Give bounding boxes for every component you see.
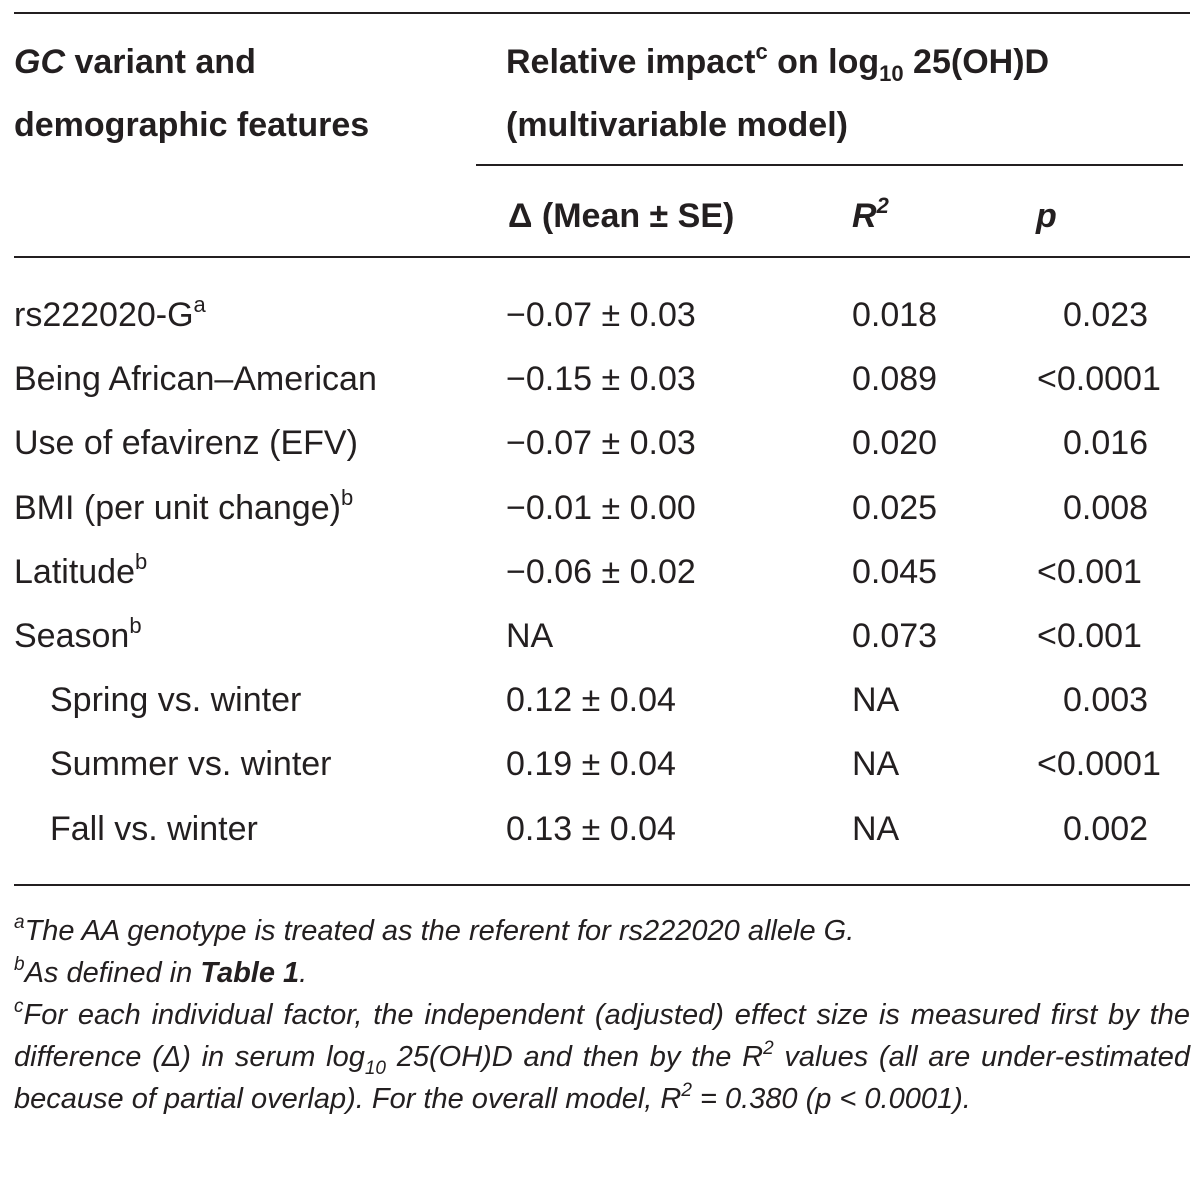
row-label-footnote-mark: b <box>135 549 148 574</box>
footnote-c-text-4: = 0.380 (p < 0.0001). <box>691 1083 971 1115</box>
row-delta: 0.19 ± 0.04 <box>506 745 676 783</box>
row-label-text: Use of efavirenz (EFV) <box>14 424 358 462</box>
header-impact-sup: c <box>755 39 768 64</box>
row-r2: 0.089 <box>852 360 938 398</box>
row-label <box>14 292 206 335</box>
row-label-text: Being African–American <box>14 360 377 398</box>
header-p: p <box>1036 197 1057 235</box>
row-delta: −0.07 ± 0.03 <box>506 296 696 334</box>
footnote-c-sub: 10 <box>364 1058 386 1079</box>
footnote-c <box>14 994 1190 1120</box>
footnote-b <box>14 952 1190 994</box>
row-label-footnote-mark: b <box>340 485 354 510</box>
row-p: 0.008 <box>1063 489 1149 527</box>
row-label <box>14 613 142 656</box>
footnote-a <box>14 910 1190 952</box>
header-gc-italic: GC <box>14 43 65 81</box>
row-r2: 0.045 <box>852 553 938 591</box>
row-delta: 0.12 ± 0.04 <box>506 681 676 719</box>
row-p: 0.003 <box>1063 681 1149 719</box>
row-label <box>50 744 332 784</box>
footnote-c-sup: 2 <box>763 1038 774 1059</box>
footnote-b-text: As defined in <box>24 957 201 989</box>
row-label <box>14 549 148 592</box>
row-delta: NA <box>506 617 554 655</box>
row-label-footnote-mark: b <box>129 613 142 638</box>
row-label <box>50 809 258 849</box>
header-r2 <box>852 193 889 236</box>
row-r2: NA <box>852 745 900 783</box>
header-impact-ohd: 25(OH)D <box>903 43 1050 81</box>
row-delta: −0.06 ± 0.02 <box>506 553 696 591</box>
row-label-text: BMI (per unit change) <box>14 489 341 527</box>
header-bottom-rule <box>14 256 1190 258</box>
footnote-b-end: . <box>299 957 308 989</box>
header-r: R <box>852 197 877 235</box>
row-label-text: Summer vs. winter <box>50 745 332 783</box>
footnote-a-text: The AA genotype is treated as the referent for rs222020 allele G. <box>24 915 855 947</box>
header-relative-impact <box>506 39 1050 86</box>
row-label-text: Spring vs. winter <box>50 681 302 719</box>
row-label-text: Fall vs. winter <box>50 810 258 848</box>
row-r2: 0.020 <box>852 424 938 462</box>
row-label <box>14 485 354 528</box>
row-r2: 0.073 <box>852 617 938 655</box>
row-label <box>14 359 377 399</box>
top-rule <box>14 12 1190 14</box>
row-label-text: Latitude <box>14 553 135 591</box>
row-delta: −0.01 ± 0.00 <box>506 489 696 527</box>
header-multivariable: (multivariable model) <box>506 106 848 144</box>
row-label-text: rs222020-G <box>14 296 194 334</box>
footnote-c-text-1: For each individual factor, the independent (adjusted) effect size is measured first by the difference (Δ) in serum log <box>14 999 1190 1073</box>
row-r2: 0.018 <box>852 296 938 334</box>
footnote-c-sup2: 2 <box>681 1080 692 1101</box>
footnote-c-text-3: values (all are under-estimated because of partial overlap). For the overall model, R <box>14 1041 1190 1115</box>
footnote-c-text-2: 25(OH)D and then by the R <box>386 1041 764 1073</box>
group-header-rule <box>476 164 1183 166</box>
row-delta: −0.15 ± 0.03 <box>506 360 696 398</box>
footnote-b-mark: b <box>14 954 25 975</box>
header-impact-sub: 10 <box>879 61 904 86</box>
row-r2: NA <box>852 681 900 719</box>
header-delta: Δ (Mean ± SE) <box>508 197 735 235</box>
footnote-a-mark: a <box>14 912 25 933</box>
row-p: 0.023 <box>1063 296 1149 334</box>
row-p: <0.0001 <box>1037 745 1161 783</box>
row-delta: 0.13 ± 0.04 <box>506 810 676 848</box>
footnote-c-mark: c <box>14 996 24 1017</box>
header-variant-col <box>14 42 256 82</box>
row-p: <0.001 <box>1037 553 1142 591</box>
row-delta: −0.07 ± 0.03 <box>506 424 696 462</box>
row-r2: NA <box>852 810 900 848</box>
row-p: <0.0001 <box>1037 360 1161 398</box>
header-impact-text: Relative impact <box>506 43 756 81</box>
row-p: 0.016 <box>1063 424 1149 462</box>
header-demographic: demographic features <box>14 106 370 144</box>
row-label <box>50 680 301 720</box>
table-bottom-rule <box>14 884 1190 886</box>
row-label-text: Season <box>14 617 130 655</box>
header-r-sup: 2 <box>876 193 889 218</box>
header-impact-log: on log <box>767 43 880 81</box>
row-label-footnote-mark: a <box>193 292 206 317</box>
header-variant-rest: variant and <box>65 43 256 81</box>
row-p: 0.002 <box>1063 810 1149 848</box>
row-label <box>14 423 358 463</box>
row-p: <0.001 <box>1037 617 1142 655</box>
row-r2: 0.025 <box>852 489 938 527</box>
footnote-b-table-ref: Table 1 <box>200 957 300 989</box>
